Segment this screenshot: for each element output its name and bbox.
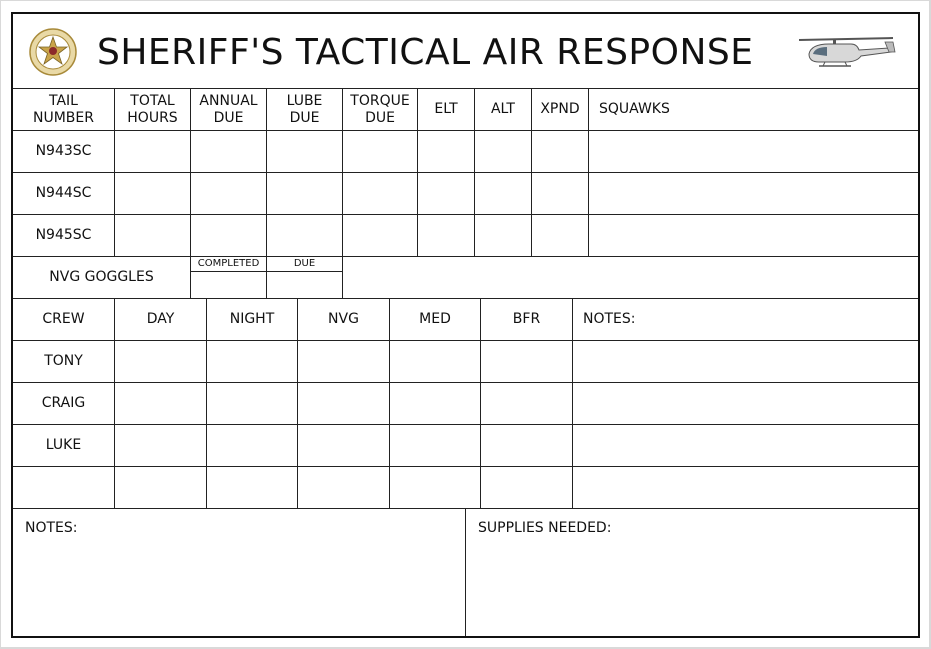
column-header-annual-due: ANNUAL DUE — [199, 92, 258, 126]
page-title: SHERIFF'S TACTICAL AIR RESPONSE — [97, 31, 754, 73]
nvg-due-label: DUE — [293, 258, 316, 269]
column-header-torque-due: TORQUE DUE — [350, 92, 410, 126]
nvg-completed-label: COMPLETED — [197, 258, 260, 269]
divider — [13, 340, 918, 341]
sheriff-badge-icon — [29, 28, 77, 76]
column-header-notes: NOTES: — [583, 311, 636, 327]
column-header-nvg: NVG — [328, 311, 359, 327]
crew-name-cell: CRAIG — [41, 395, 86, 411]
column-header-bfr: BFR — [512, 311, 541, 327]
divider — [13, 172, 918, 173]
page-sheet — [1, 1, 929, 647]
status-board — [11, 12, 920, 638]
helicopter-icon — [791, 34, 901, 72]
column-header-crew: CREW — [42, 311, 85, 327]
divider — [13, 382, 918, 383]
nvg-goggles-label: NVG GOGGLES — [49, 269, 154, 285]
tail-number-cell: N945SC — [35, 227, 92, 243]
divider — [13, 424, 918, 425]
column-header-night: NIGHT — [229, 311, 275, 327]
tail-number-cell: N943SC — [35, 143, 92, 159]
column-header-squawks: SQUAWKS — [599, 101, 670, 117]
crew-name-cell — [13, 467, 114, 508]
column-header-xpnd: XPND — [540, 101, 580, 117]
notes-section-label: NOTES: — [25, 520, 78, 536]
crew-name-cell: LUKE — [45, 437, 82, 453]
divider — [13, 214, 918, 215]
column-header-alt: ALT — [490, 101, 515, 117]
tail-number-cell: N944SC — [35, 185, 92, 201]
divider — [13, 130, 918, 131]
column-header-lube-due: LUBE DUE — [286, 92, 323, 126]
column-header-med: MED — [419, 311, 451, 327]
column-header-day: DAY — [146, 311, 175, 327]
divider — [465, 508, 466, 636]
divider — [13, 466, 918, 467]
column-header-total-hours: TOTAL HOURS — [127, 92, 178, 126]
column-header-tail-number: TAIL NUMBER — [33, 92, 94, 126]
column-header-elt: ELT — [434, 101, 458, 117]
crew-name-cell: TONY — [44, 353, 83, 369]
supplies-section-label: SUPPLIES NEEDED: — [478, 520, 612, 536]
